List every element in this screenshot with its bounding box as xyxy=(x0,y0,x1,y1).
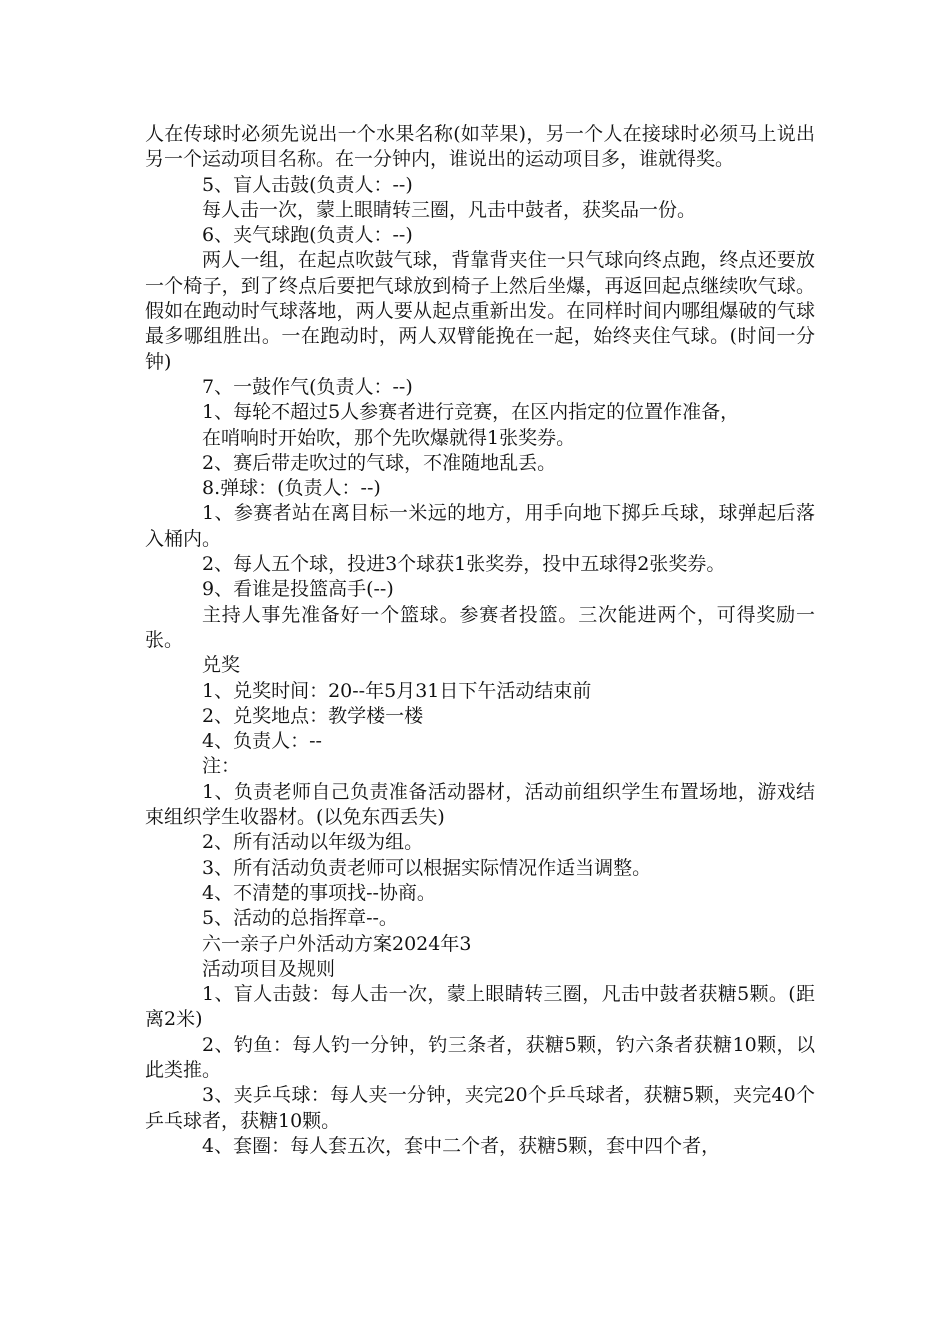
section-heading: 兑奖 xyxy=(202,654,241,677)
document-page xyxy=(145,122,815,1159)
paragraph: 3、夹乒乓球：每人夹一分钟，夹完20个乒乓球者，获糖5颗，夹完40个乒乓球者，获糖10颗。 xyxy=(145,1084,815,1132)
paragraph: 3、所有活动负责老师可以根据实际情况作适当调整。 xyxy=(202,856,652,879)
paragraph: 每人击一次，蒙上眼睛转三圈，凡击中鼓者，获奖品一份。 xyxy=(202,198,697,221)
section-heading: 9、看谁是投篮高手(--) xyxy=(202,578,394,601)
paragraph: 1、参赛者站在离目标一米远的地方，用手向地下掷乒乓球，球弹起后落入桶内。 xyxy=(145,502,815,550)
paragraph: 2、每人五个球，投进3个球获1张奖券，投中五球得2张奖券。 xyxy=(202,553,726,576)
section-heading: 8.弹球：(负责人：--) xyxy=(202,477,381,500)
paragraph: 2、钓鱼：每人钓一分钟，钓三条者，获糖5颗，钓六条者获糖10颗，以此类推。 xyxy=(145,1033,815,1081)
section-heading: 6、夹气球跑(负责人：--) xyxy=(202,224,413,247)
section-heading: 注： xyxy=(202,755,241,778)
paragraph: 4、不清楚的事项找--协商。 xyxy=(202,881,436,904)
paragraph: 1、负责老师自己负责准备活动器材，活动前组织学生布置场地，游戏结束组织学生收器材。(以免东西丢失) xyxy=(145,780,815,829)
paragraph: 两人一组，在起点吹鼓气球，背靠背夹住一只气球向终点跑，终点还要放一个椅子，到了终点后要把气球放到椅子上然后坐爆，再返回起点继续吹气球。假如在跑动时气球落地，两人要从起点重新出发。在同样时间内哪组爆破的气球最多哪组胜出。一在跑动时，两人双臂能挽在一起，始终夹住气球。(时间一分钟) xyxy=(145,249,815,373)
paragraph: 4、套圈：每人套五次，套中二个者，获糖5颗，套中四个者， xyxy=(202,1134,721,1157)
paragraph: 1、每轮不超过5人参赛者进行竞赛，在区内指定的位置作准备， xyxy=(202,401,740,424)
paragraph: 人在传球时必须先说出一个水果名称(如苹果)，另一个人在接球时必须马上说出另一个运动项目名称。在一分钟内，谁说出的运动项目多，谁就得奖。 xyxy=(145,123,815,171)
section-heading: 5、盲人击鼓(负责人：--) xyxy=(202,173,413,196)
section-heading: 活动项目及规则 xyxy=(202,957,336,980)
paragraph: 1、盲人击鼓：每人击一次，蒙上眼睛转三圈，凡击中鼓者获糖5颗。(距离2米) xyxy=(145,983,815,1031)
paragraph: 2、兑奖地点：教学楼一楼 xyxy=(202,704,424,727)
section-heading: 7、一鼓作气(负责人：--) xyxy=(202,375,413,398)
section-heading: 六一亲子户外活动方案2024年3 xyxy=(202,932,472,955)
paragraph: 在哨响时开始吹，那个先吹爆就得1张奖券。 xyxy=(202,426,576,449)
paragraph: 主持人事先准备好一个篮球。参赛者投篮。三次能进两个，可得奖励一张。 xyxy=(145,603,815,651)
paragraph: 1、兑奖时间：20--年5月31日下午活动结束前 xyxy=(202,679,592,702)
paragraph: 2、赛后带走吹过的气球，不准随地乱丢。 xyxy=(202,451,557,474)
paragraph: 4、负责人：-- xyxy=(202,730,322,753)
paragraph: 5、活动的总指挥章--。 xyxy=(202,907,398,930)
paragraph: 2、所有活动以年级为组。 xyxy=(202,831,424,854)
